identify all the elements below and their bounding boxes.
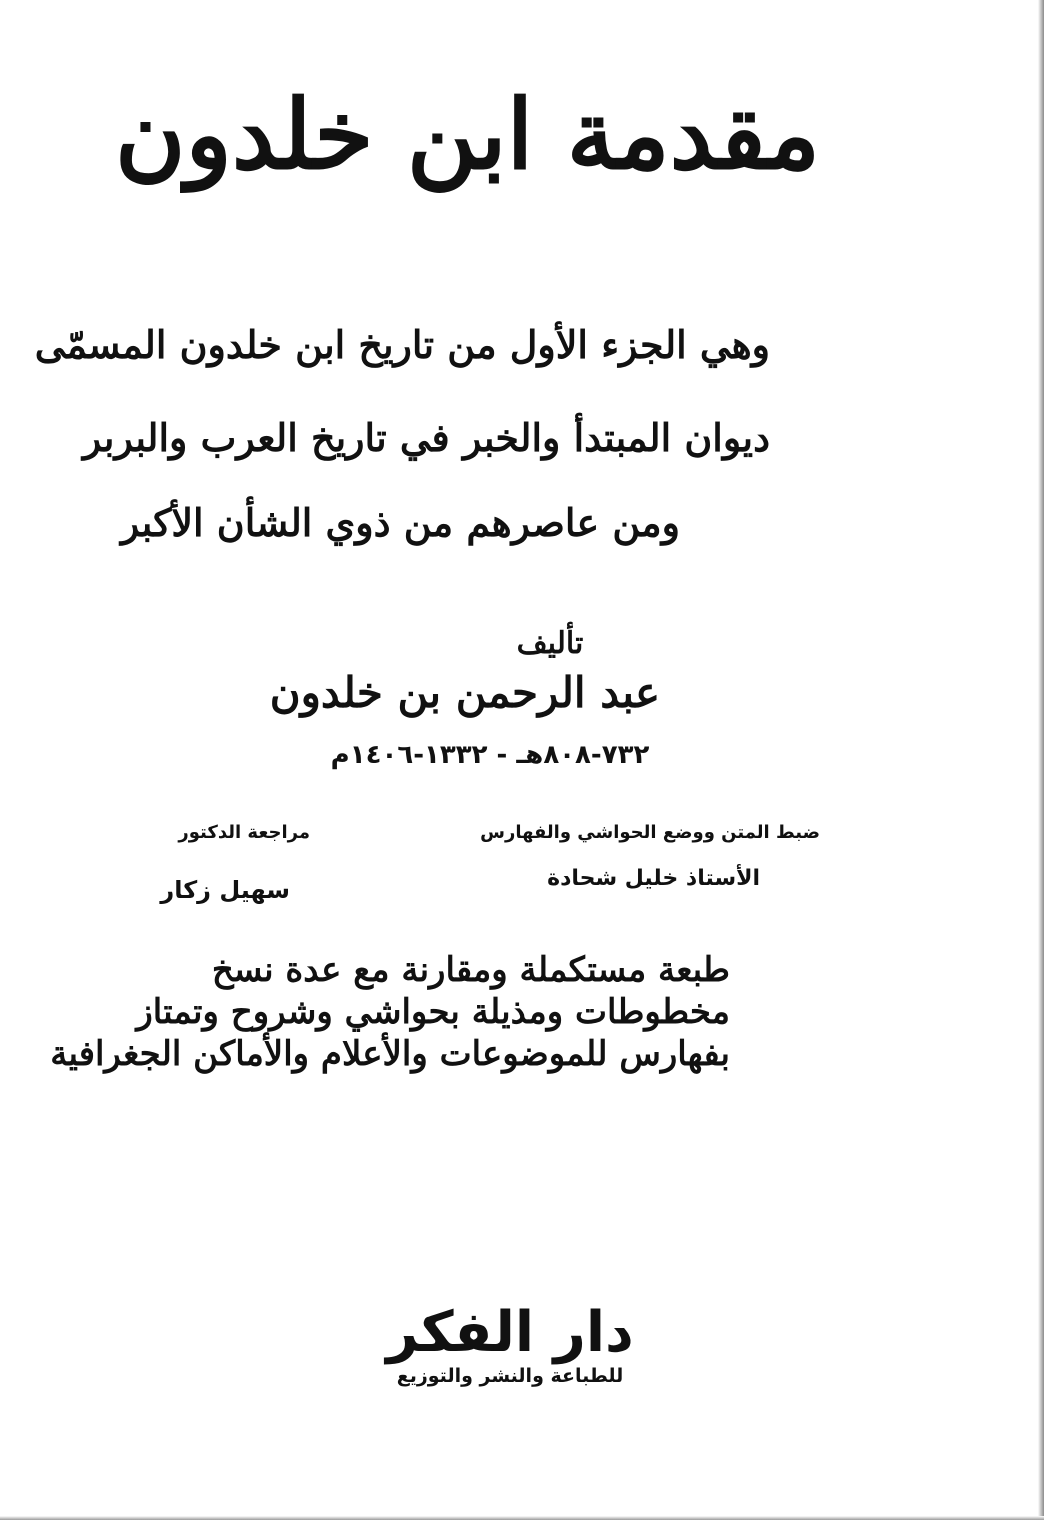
edition-line-2: مخطوطات ومذيلة بحواشي وشروح وتمتاز <box>136 992 730 1032</box>
page-edge-shadow-right <box>1038 0 1044 1520</box>
subtitle-line-1: وهي الجزء الأول من تاريخ ابن خلدون المسمّى <box>34 322 770 367</box>
editor-role: ضبط المتن ووضع الحواشي والفهارس <box>480 822 820 843</box>
page-edge-shadow-bottom <box>0 1516 1044 1520</box>
author-dates: ٧٣٢-٨٠٨هـ - ١٣٣٢-١٤٠٦م <box>330 740 650 770</box>
reviewer-name: سهيل زكار <box>160 876 290 904</box>
edition-line-3: بفهارس للموضوعات والأعلام والأماكن الجغرافية <box>50 1034 730 1074</box>
subtitle-line-2: ديوان المبتدأ والخبر في تاريخ العرب والبربر <box>82 415 770 460</box>
edition-line-1: طبعة مستكملة ومقارنة مع عدة نسخ <box>211 950 730 990</box>
author-label: تأليف <box>516 626 584 661</box>
author-name: عبد الرحمن بن خلدون <box>269 668 660 717</box>
publisher-name: دار الفكر <box>386 1300 634 1365</box>
subtitle-line-3: ومن عاصرهم من ذوي الشأن الأكبر <box>120 500 680 545</box>
book-title: مقدمة ابن خلدون <box>115 78 820 191</box>
reviewer-role: مراجعة الدكتور <box>178 822 310 843</box>
editor-name: الأستاذ خليل شحادة <box>547 866 760 891</box>
publisher-tagline: للطباعة والنشر والتوزيع <box>396 1365 624 1387</box>
